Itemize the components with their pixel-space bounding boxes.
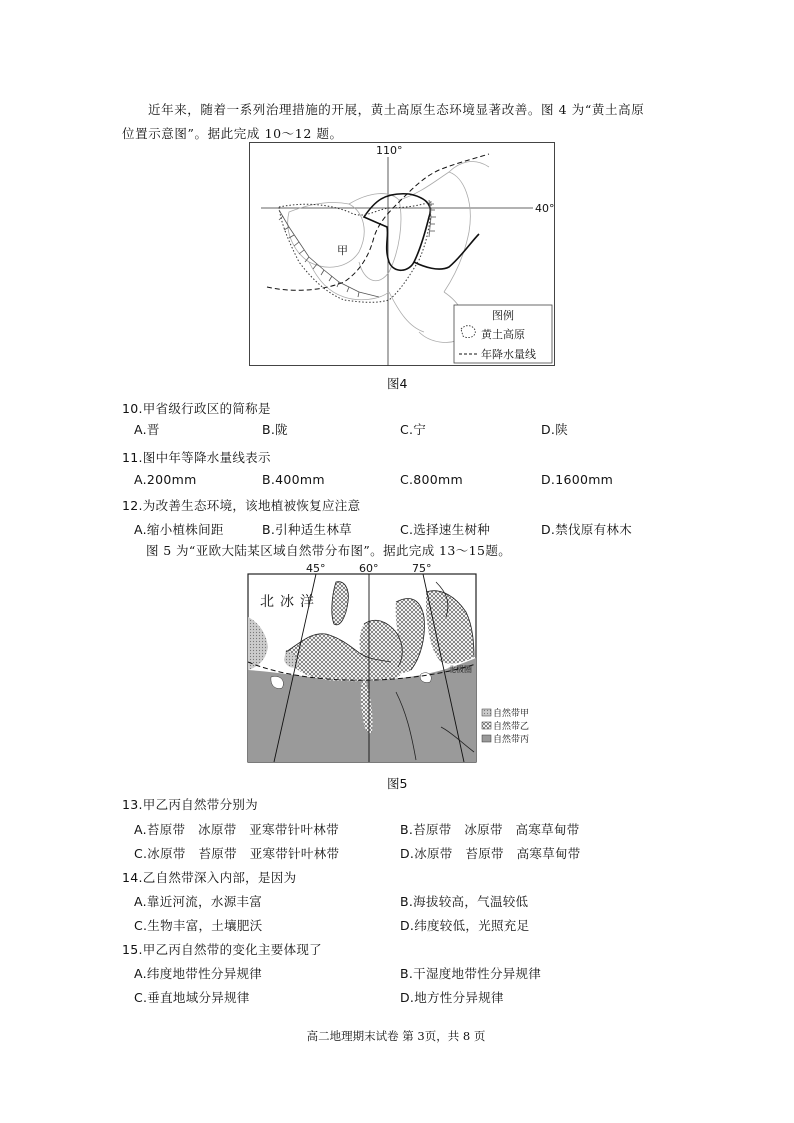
q15-option-c[interactable]: C.垂直地域分异规律 [134,990,250,1005]
q15-option-b[interactable]: B.干湿度地带性分异规律 [400,966,542,981]
q11-option-d[interactable]: D.1600mm [541,472,614,487]
q15-option-a[interactable]: A.纬度地带性分异规律 [134,966,263,981]
jia-label: 甲 [337,244,348,257]
q11-option-c[interactable]: C.800mm [400,472,464,487]
q12-option-b[interactable]: B.引种适生林草 [262,522,352,537]
q14-option-d[interactable]: D.纬度较低，光照充足 [400,918,530,933]
lon-110-label: 110° [376,144,403,157]
q14-option-b[interactable]: B.海拔较高，气温较低 [400,894,529,909]
legend-zone-b-icon [482,722,491,729]
q14-option-c[interactable]: C.生物丰富，土壤肥沃 [134,918,263,933]
legend-precip-label: 年降水量线 [481,348,536,361]
legend-zone-a-label: 自然带甲 [493,709,530,719]
q13-option-b[interactable]: B.苔原带 冰原带 高寒草甸带 [400,822,580,837]
intro2-line: 图 5 为“亚欧大陆某区域自然带分布图”。据此完成 13～15题。 [146,543,512,558]
q10-option-c[interactable]: C.宁 [400,422,427,437]
intro-paragraph [122,98,682,146]
q11-option-b[interactable]: B.400mm [262,472,325,487]
q15-option-d[interactable]: D.地方性分异规律 [400,990,504,1005]
arctic-ocean-label: 北冰洋 [260,594,320,610]
lon-75-label: 75° [412,562,432,575]
legend-zone-c-label: 自然带丙 [493,735,530,745]
legend-title: 图例 [492,309,514,322]
figure-4-loess-plateau-map [249,142,555,366]
q14-option-a[interactable]: A.靠近河流，水源丰富 [134,894,263,909]
legend-zone-c-icon [482,735,491,742]
q13-option-d[interactable]: D.冰原带 苔原带 高寒草甸带 [400,846,581,861]
q10-option-b[interactable]: B.陇 [262,422,288,437]
lon-45-label: 45° [306,562,326,575]
q12-option-c[interactable]: C.选择速生树种 [400,522,491,537]
page-footer: 高二地理期末试卷 第 3页，共 8 页 [306,1029,486,1043]
figure-5-natural-zones-map [246,562,536,768]
q12-option-d[interactable]: D.禁伐原有林木 [541,522,632,537]
q15-stem: 15.甲乙丙自然带的变化主要体现了 [122,942,322,957]
figure-5-caption: 图5 [387,776,408,791]
q10-option-d[interactable]: D.陕 [541,422,568,437]
q11-stem: 11.图中年等降水量线表示 [122,450,271,465]
lat-40-label: 40° [535,202,555,215]
intro-line-1: 近年来，随着一系列治理措施的开展，黄土高原生态环境显著改善。图 4 为“黄土高原 [148,102,645,117]
q13-option-c[interactable]: C.冰原带 苔原带 亚寒带针叶林带 [134,846,340,861]
q10-stem: 10.甲省级行政区的简称是 [122,401,271,416]
figure-4-caption: 图4 [387,376,408,391]
q12-stem: 12.为改善生态环境，该地植被恢复应注意 [122,498,361,513]
legend-zone-b-label: 自然带乙 [493,722,530,732]
legend-zone-a-icon [482,709,491,716]
lon-60-label: 60° [359,562,379,575]
q13-option-a[interactable]: A.苔原带 冰原带 亚寒带针叶林带 [134,822,339,837]
q14-stem: 14.乙自然带深入内部，是因为 [122,870,297,885]
q12-option-a[interactable]: A.缩小植株间距 [134,522,224,537]
q13-stem: 13.甲乙丙自然带分别为 [122,797,258,812]
q11-option-a[interactable]: A.200mm [134,472,197,487]
legend-loess-label: 黄土高原 [481,328,525,341]
intro-line-2: 位置示意图”。据此完成 10～12 题。 [122,126,343,141]
arctic-circle-label: 北极圈 [448,665,472,674]
q10-option-a[interactable]: A.晋 [134,422,160,437]
